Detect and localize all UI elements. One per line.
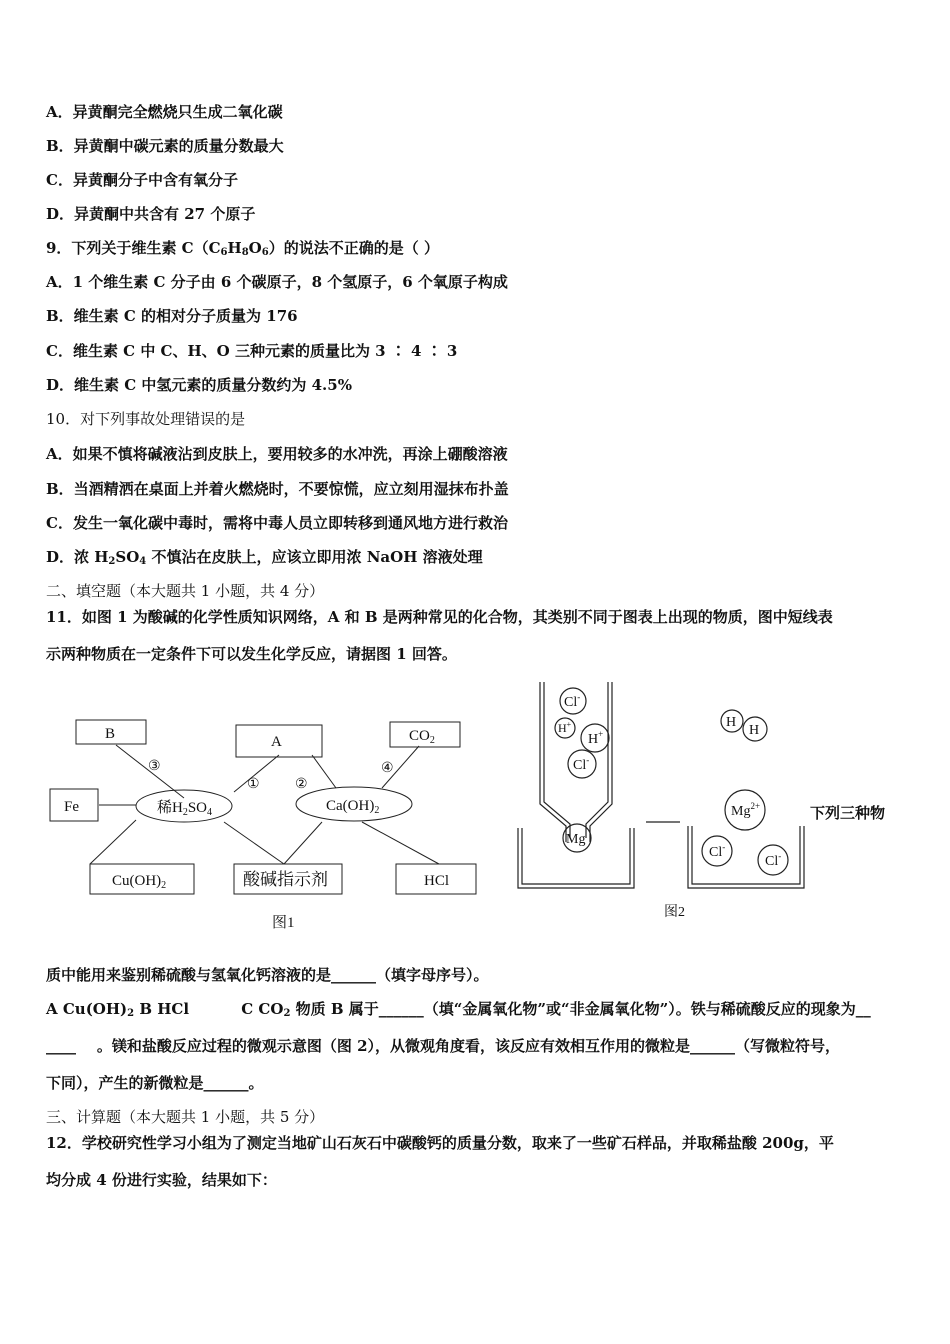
q9-stem: 9．下列关于维生素 $C(C_6H_8O_6)$的说法不正确的是（ ） — [46, 239, 439, 258]
q11-stem-line2: 示两种物质在一定条件下可以发生化学反应，请据图 1 回答。 — [46, 645, 457, 663]
figure-1-acid-base-network — [44, 700, 484, 940]
q9-option-c: C．维生素 C 中 C、H、O 三种元素的质量比为 3 ∶ 4 ∶ 3 — [46, 342, 458, 360]
number-3: ③ — [148, 759, 161, 774]
svg-text:H+: H+ — [558, 720, 572, 735]
svg-text:H: H — [749, 723, 760, 738]
q11-line-4: 下同），产生的新微粒是______。 — [46, 1074, 264, 1092]
q10-option-b: B．当酒精洒在桌面上并着火燃烧时，不要惊慌，应立刻用湿抹布扑盖 — [46, 480, 509, 498]
svg-text:Mg2+: $Mg^{2+}$ — [731, 801, 761, 819]
q12-stem-line1: 12．学校研究性学习小组为了测定当地矿山石灰石中碳酸钙的质量分数，取来了一些矿石样品，并取稀盐酸 200g，平 — [46, 1134, 834, 1152]
dropper-right-wall — [590, 682, 612, 842]
right-beaker — [688, 826, 804, 888]
label-cuoh2: $Cu(OH)_2$ — [112, 873, 167, 891]
label-a: A — [271, 734, 282, 750]
label-hcl: HCl — [424, 873, 450, 889]
figure-2-mg-hcl-microscopic — [510, 676, 910, 926]
label-mg: Mg — [566, 832, 586, 847]
q11-options-line: A $Cu(OH)_2$ B HCl C $CO_2$ 物质 B 属于______（填“金属氧化物”或“非金属氧化物”）。铁与稀硫酸反应的现象为__ — [46, 1000, 871, 1019]
q8-option-d: D．异黄酮中共含有 27 个原子 — [46, 205, 256, 223]
svg-text:H+: H+ — [588, 729, 604, 747]
q11-stem-line1: 11．如图 1 为酸碱的化学性质知识网络，A 和 B 是两种常见的化合物，其类别不同于图表上出现的物质，图中短线表 — [46, 608, 833, 626]
q11-line-3: ____ 。镁和盐酸反应过程的微观示意图（图 2），从微观角度看，该反应有效相互作用的微粒是______（写微粒符号， — [46, 1037, 841, 1055]
number-1: ① — [247, 777, 260, 792]
figure-2-side-text: 下列三种物 — [810, 806, 886, 822]
label-fe: Fe — [64, 799, 79, 815]
number-2: ② — [295, 777, 308, 792]
svg-text:Cl-: Cl- — [564, 692, 581, 710]
q10-option-c: C．发生一氧化碳中毒时，需将中毒人员立即转移到通风地方进行救治 — [46, 514, 508, 532]
q9-option-b: B．维生素 C 的相对分子质量为 176 — [46, 307, 298, 325]
section-3-heading: 三、计算题（本大题共 1 小题，共 5 分） — [46, 1108, 325, 1126]
q10-option-a: A．如果不慎将碱液沾到皮肤上，要用较多的水冲洗，再涂上硼酸溶液 — [46, 445, 508, 463]
q10-option-d: D．浓 $H_2SO_4$ 不慎沾在皮肤上，应该立即用浓 NaOH 溶液处理 — [46, 548, 483, 567]
q8-option-c: C．异黄酮分子中含有氧分子 — [46, 171, 238, 189]
q11-blank-1: 质中能用来鉴别稀硫酸与氢氧化钙溶液的是______（填字母序号）。 — [46, 966, 489, 984]
q9-option-a: A．1 个维生素 C 分子由 6 个碳原子，8 个氢原子，6 个氧原子构成 — [46, 273, 508, 291]
q8-option-b: B．异黄酮中碳元素的质量分数最大 — [46, 137, 284, 155]
svg-text:H: H — [726, 715, 737, 730]
label-b: B — [105, 726, 116, 742]
svg-text:Cl-: Cl- — [573, 755, 590, 773]
figure-1-caption: 图1 — [272, 915, 295, 931]
label-h2so4: 稀$H_2SO_4$ — [157, 800, 213, 818]
q9-option-d: D．维生素 C 中氢元素的质量分数约为 4.5% — [46, 376, 352, 394]
figure-2-caption: 图2 — [664, 905, 685, 920]
q10-stem: 10．对下列事故处理错误的是 — [46, 410, 246, 428]
label-caoh2: $Ca(OH)_2$ — [326, 798, 380, 816]
label-co2: $CO_2$ — [409, 728, 435, 746]
svg-text:Cl-: Cl- — [765, 851, 782, 869]
label-indicator: 酸碱指示剂 — [243, 870, 328, 889]
number-4: ④ — [381, 761, 394, 776]
section-2-heading: 二、填空题（本大题共 1 小题，共 4 分） — [46, 582, 325, 600]
q8-option-a: A．异黄酮完全燃烧只生成二氧化碳 — [46, 103, 283, 121]
svg-text:Cl-: Cl- — [709, 842, 726, 860]
q12-stem-line2: 均分成 4 份进行实验，结果如下： — [46, 1171, 277, 1189]
